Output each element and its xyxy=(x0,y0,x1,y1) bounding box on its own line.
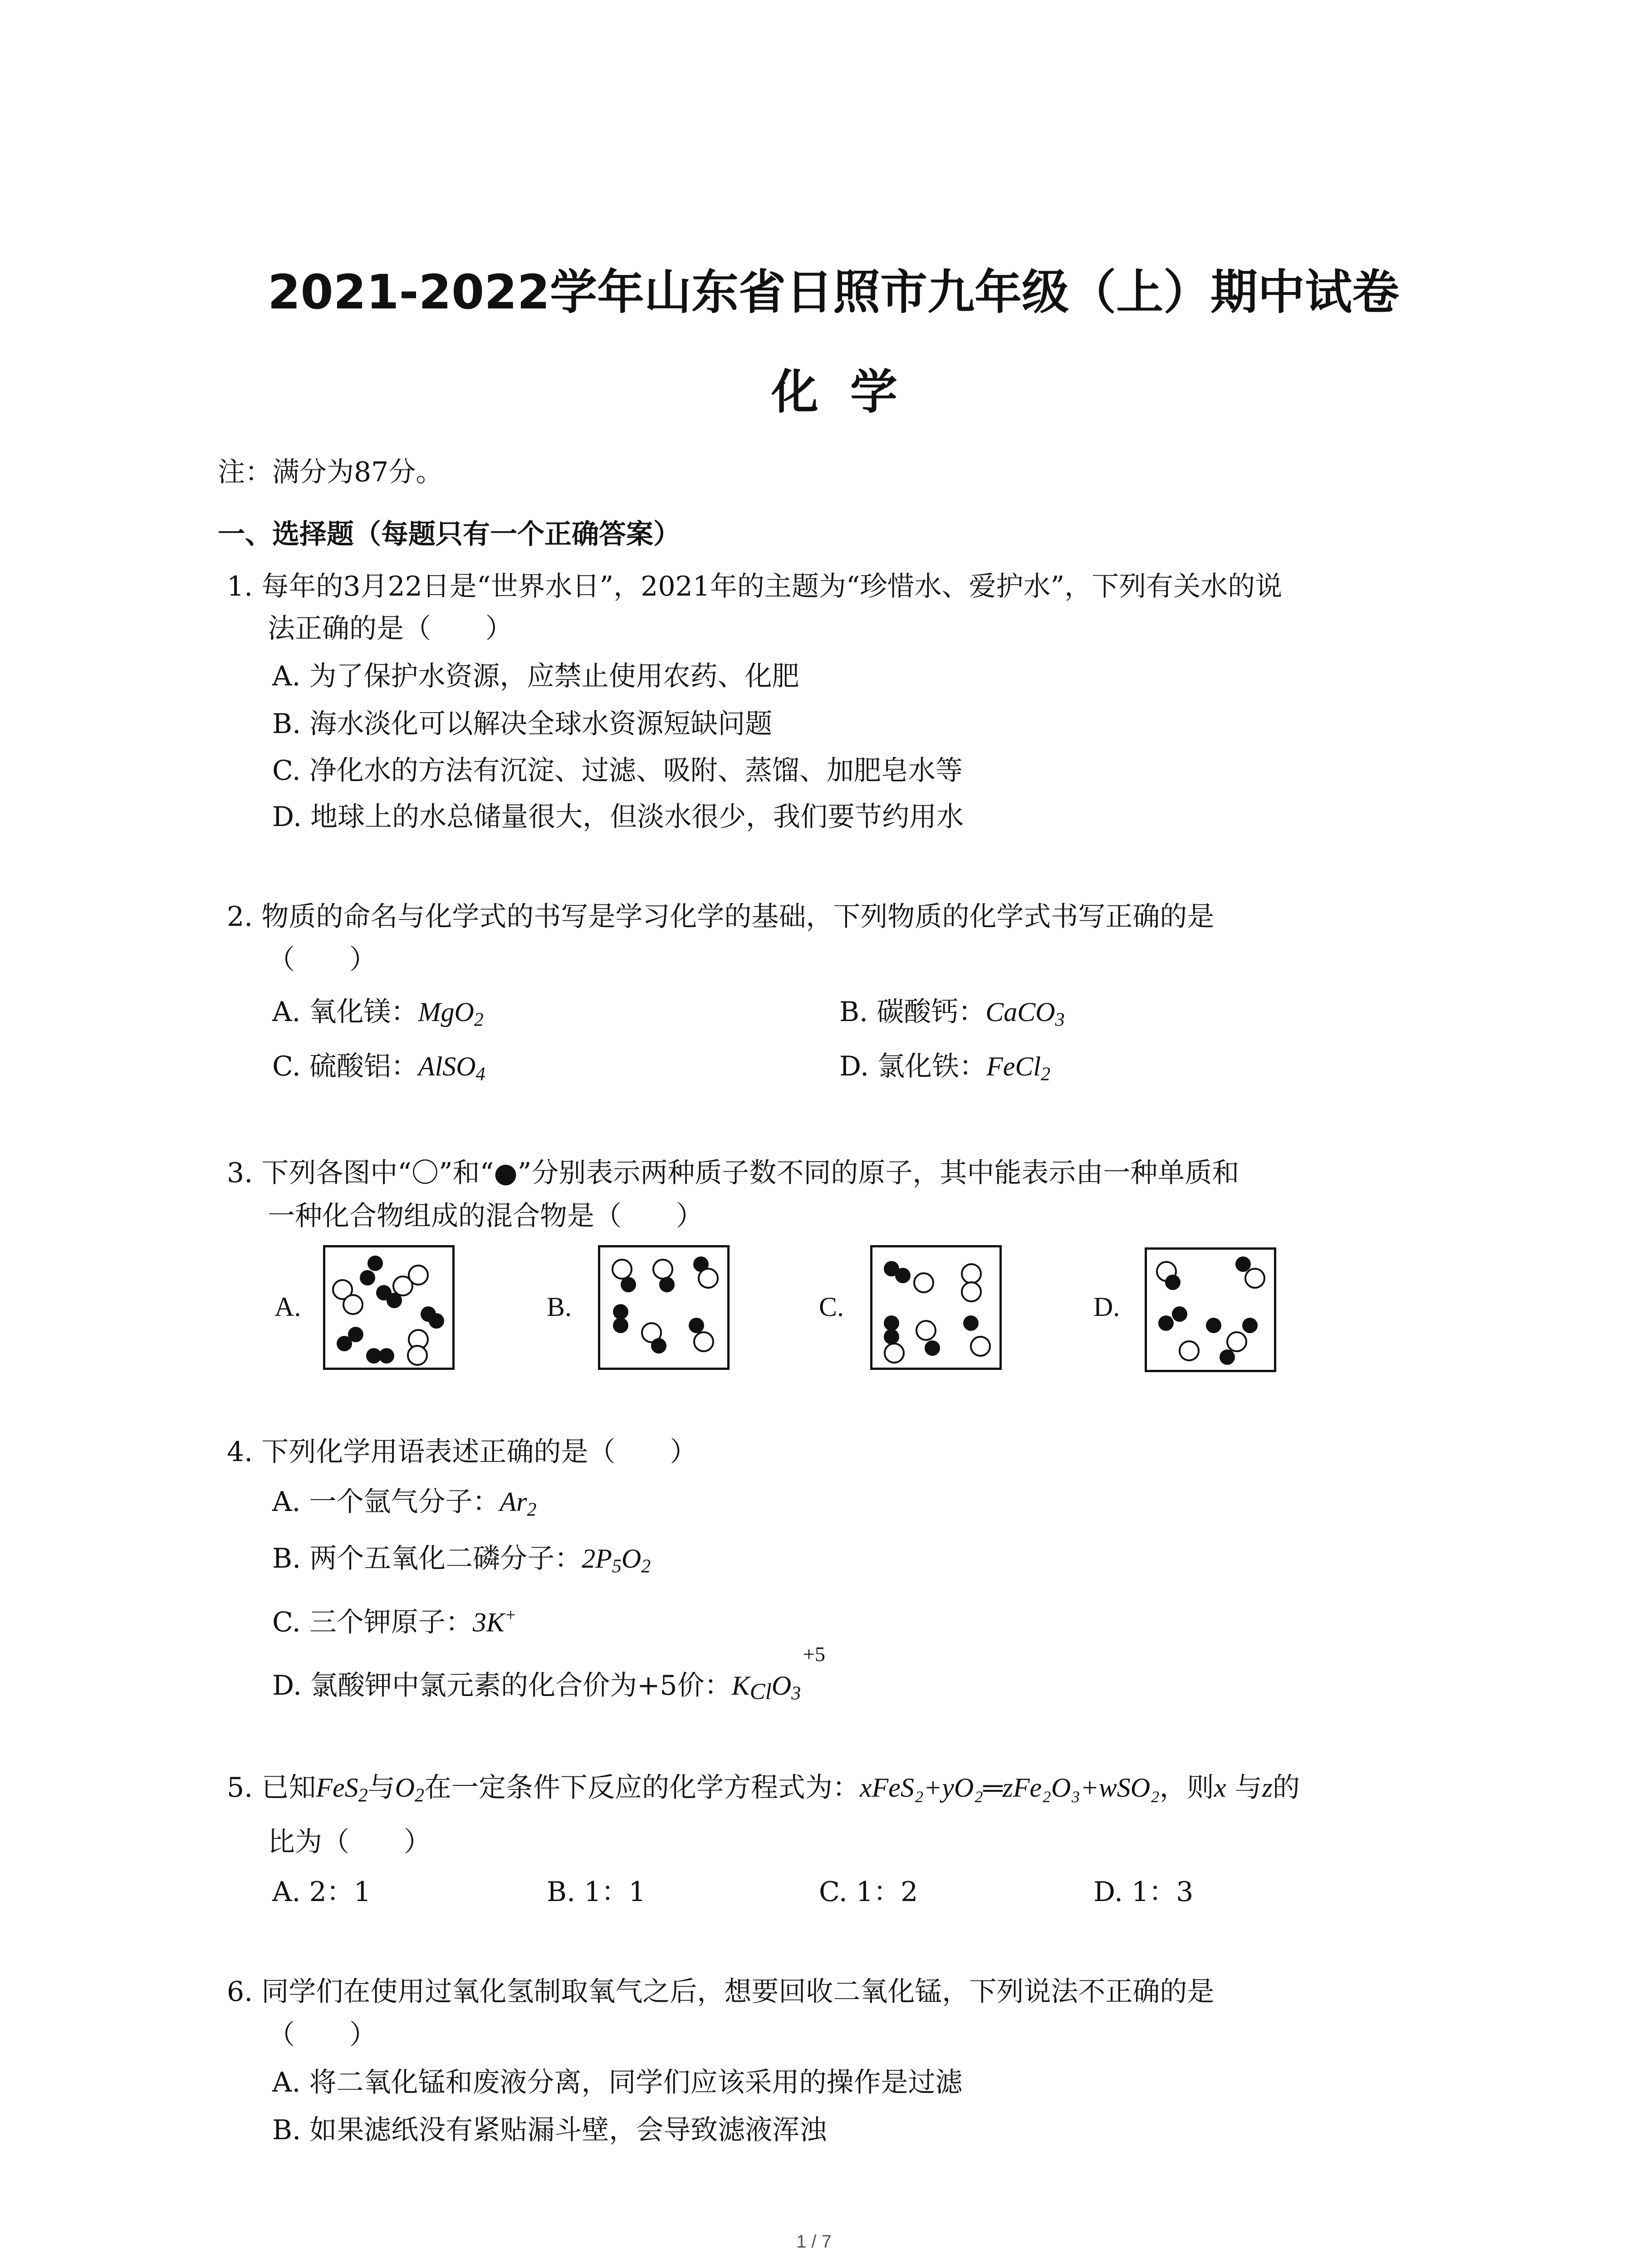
q2-a-sub: 2 xyxy=(474,1009,484,1031)
black-atom xyxy=(429,1313,444,1329)
black-atom xyxy=(659,1277,675,1292)
q4-option-c xyxy=(272,1599,516,1638)
q2-d-sub: 2 xyxy=(1041,1064,1051,1085)
q5-option-a: A. 2：1 xyxy=(272,1876,371,1908)
q4-stem: 4. 下列化学用语表述正确的是（ ） xyxy=(227,1436,697,1468)
q3-label-b: B. xyxy=(547,1292,572,1322)
q2-option-d xyxy=(839,1050,1050,1091)
q1-option-c: C. 净化水的方法有沉淀、过滤、吸附、蒸馏、加肥皂水等 xyxy=(272,755,963,787)
q4-d-k: K xyxy=(731,1671,750,1701)
q3-diagram-d xyxy=(1145,1247,1276,1372)
q4-option-a xyxy=(272,1486,536,1526)
page-title: 2021-2022学年山东省日照市九年级（上）期中试卷 xyxy=(268,264,1400,320)
white-atom xyxy=(1244,1268,1265,1289)
black-atom xyxy=(1158,1315,1174,1331)
black-atom xyxy=(1220,1349,1235,1365)
q5-var-z: z xyxy=(1262,1773,1273,1803)
black-atom xyxy=(367,1256,383,1271)
q2-a-formula: MgO xyxy=(418,997,474,1027)
q6-option-a: A. 将二氧化锰和废液分离，同学们应该采用的操作是过滤 xyxy=(272,2067,963,2098)
q5-text-6: 的 xyxy=(1273,1772,1300,1804)
q2-b-label: B. 碳酸钙： xyxy=(839,996,986,1028)
q5-text-4: ，则 xyxy=(1159,1772,1214,1804)
q6-stem-2: （ ） xyxy=(268,2019,377,2051)
q5-var-x: x xyxy=(1214,1773,1226,1803)
white-atom xyxy=(913,1272,934,1293)
q4-c-formula: 3K xyxy=(472,1607,505,1637)
q4-c-sup: + xyxy=(504,1605,517,1625)
q4-option-d xyxy=(272,1669,801,1710)
q5-option-d: D. 1：3 xyxy=(1093,1876,1194,1908)
q2-option-b xyxy=(839,996,1065,1036)
black-atom xyxy=(379,1348,394,1364)
black-atom xyxy=(613,1304,628,1320)
q1-option-d: D. 地球上的水总储量很大，但淡水很少，我们要节约用水 xyxy=(272,801,964,833)
q4-b-label: B. 两个五氧化二磷分子： xyxy=(272,1543,582,1574)
q2-b-formula: CaCO xyxy=(985,997,1055,1027)
q4-a-formula: Ar xyxy=(500,1487,527,1517)
white-atom xyxy=(612,1259,632,1280)
q3-stem-1: 3. 下列各图中“〇”和“●”分别表示两种质子数不同的原子，其中能表示由一种单质和 xyxy=(227,1157,1239,1189)
white-atom xyxy=(408,1265,429,1286)
q5-stem-2: 比为（ ） xyxy=(268,1826,431,1858)
q2-a-label: A. 氧化镁： xyxy=(272,996,418,1028)
black-atom xyxy=(1206,1318,1221,1333)
q3-label-a: A. xyxy=(274,1292,301,1322)
black-atom xyxy=(689,1318,704,1333)
black-atom xyxy=(963,1315,979,1331)
q2-option-a xyxy=(272,996,484,1036)
q5-text-5: 与 xyxy=(1226,1772,1262,1804)
q5-option-c: C. 1：2 xyxy=(819,1876,918,1908)
q2-option-c xyxy=(272,1050,485,1091)
white-atom xyxy=(343,1294,363,1315)
q5-text-1: 5. 已知 xyxy=(227,1772,316,1804)
section-heading: 一、选择题（每题只有一个正确答案） xyxy=(218,518,681,550)
black-atom xyxy=(884,1329,899,1344)
black-atom xyxy=(651,1338,666,1354)
black-atom xyxy=(337,1336,352,1351)
q2-c-sub: 4 xyxy=(475,1064,485,1085)
q4-b-formula-2: O xyxy=(621,1544,642,1574)
q6-option-b: B. 如果滤纸没有紧贴漏斗壁，会导致滤液浑浊 xyxy=(272,2114,827,2146)
q4-d-cl: Cl xyxy=(749,1679,772,1705)
q2-d-label: D. 氯化铁： xyxy=(839,1051,987,1082)
q4-d-sub: 3 xyxy=(791,1683,801,1704)
q5-equation: xFeS₂+yO₂═zFe₂O₃+wSO₂ xyxy=(859,1773,1160,1803)
white-atom xyxy=(693,1331,714,1352)
white-atom xyxy=(961,1281,982,1302)
q5-text-2: 与 xyxy=(367,1772,395,1804)
q1-stem-1: 1. 每年的3月22日是“世界水日”，2021年的主题为“珍惜水、爱护水”，下列有关水的说 xyxy=(227,571,1283,602)
q3-diagram-b xyxy=(598,1245,730,1370)
q2-stem-1: 2. 物质的命名与化学式的书写是学习化学的基础，下列物质的化学式书写正确的是 xyxy=(227,901,1215,933)
q5-formula-o: O xyxy=(395,1773,415,1803)
white-atom xyxy=(970,1336,991,1357)
white-atom xyxy=(698,1268,719,1289)
score-note: 注：满分为87分。 xyxy=(218,456,443,488)
q4-b-sub-2: 2 xyxy=(641,1556,651,1577)
q2-b-sub: 3 xyxy=(1055,1009,1065,1031)
black-atom xyxy=(895,1268,911,1283)
black-atom xyxy=(1165,1275,1181,1290)
q5-text-3: 在一定条件下反应的化学方程式为： xyxy=(424,1772,860,1804)
q6-stem-1: 6. 同学们在使用过氧化氢制取氧气之后，想要回收二氧化锰，下列说法不正确的是 xyxy=(227,1976,1215,2008)
q4-c-label: C. 三个钾原子： xyxy=(272,1606,473,1638)
q3-label-c: C. xyxy=(819,1292,844,1322)
q4-b-sub-1: 5 xyxy=(612,1556,622,1577)
white-atom xyxy=(652,1259,673,1280)
q5-sub-1: 2 xyxy=(358,1785,368,1806)
q4-d-valence: +5 xyxy=(803,1642,825,1666)
q4-d-o: O xyxy=(771,1671,792,1701)
black-atom xyxy=(1172,1306,1187,1322)
q4-a-sub: 2 xyxy=(527,1499,537,1520)
q2-c-formula: AlSO xyxy=(418,1051,476,1081)
black-atom xyxy=(360,1270,375,1286)
q5-formula-fes: FeS xyxy=(316,1773,358,1803)
white-atom xyxy=(1226,1331,1247,1352)
white-atom xyxy=(407,1345,428,1366)
q2-c-label: C. 硫酸铝： xyxy=(272,1051,418,1082)
q3-diagram-c xyxy=(870,1245,1002,1370)
white-atom xyxy=(1179,1340,1200,1361)
subject-title: 化学 xyxy=(771,364,930,420)
q4-option-b xyxy=(272,1542,651,1583)
black-atom xyxy=(1242,1318,1258,1333)
black-atom xyxy=(621,1277,636,1292)
q1-option-b: B. 海水淡化可以解决全球水资源短缺问题 xyxy=(272,708,773,740)
q4-b-formula-1: 2P xyxy=(582,1544,612,1574)
q4-d-label: D. 氯酸钾中氯元素的化合价为+5价： xyxy=(272,1670,732,1701)
q1-option-a: A. 为了保护水资源，应禁止使用农药、化肥 xyxy=(272,660,799,692)
q3-diagram-a xyxy=(323,1245,455,1370)
q3-label-d: D. xyxy=(1093,1292,1120,1322)
q1-stem-2: 法正确的是（ ） xyxy=(268,613,513,645)
q5-stem-1 xyxy=(227,1771,1300,1812)
q4-a-label: A. 一个氩气分子： xyxy=(272,1486,500,1518)
black-atom xyxy=(613,1318,628,1333)
black-atom xyxy=(925,1340,940,1356)
q5-sub-2: 2 xyxy=(414,1785,424,1806)
q3-stem-2: 一种化合物组成的混合物是（ ） xyxy=(268,1200,703,1232)
q5-option-b: B. 1：1 xyxy=(547,1876,646,1908)
white-atom xyxy=(916,1320,936,1341)
q2-stem-2: （ ） xyxy=(268,944,377,976)
q2-d-formula: FeCl xyxy=(986,1051,1041,1081)
page-number: 1 / 7 xyxy=(796,2232,832,2252)
white-atom xyxy=(884,1343,905,1364)
black-atom xyxy=(884,1315,899,1331)
